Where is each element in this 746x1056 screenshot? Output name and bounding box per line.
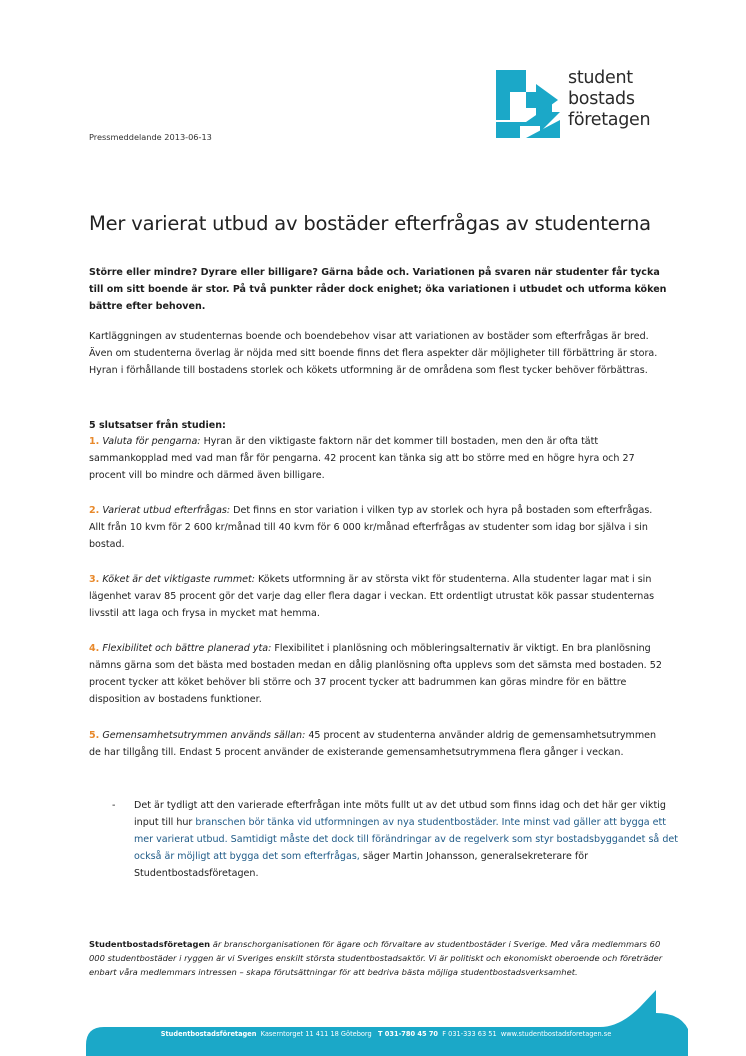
logo-line-1: student — [568, 68, 633, 88]
item-text: Flexibilitet i planlösning och möbleringsalternativ är viktigt. En bra planlösning nämns gärna som det bästa med bostaden medan en dålig planlösning ofta upplevs som det sämsta med bostaden. 52 procent tycker att köket behöver bli större och 37 procent tycker att badrummen kan göras mindre för en bättre disposition av bostadens funktioner. — [89, 643, 662, 705]
item-text: Hyran är den viktigaste faktorn när det kommer till bostaden, men den är ofta tätt sammankopplad med vad man får för pengarna. 42 procent kan tänka sig att bo större med en högre hyra och 27 procent vill bo mindre och därmed även billigare. — [89, 436, 635, 481]
quote-text — [134, 797, 682, 882]
about-organisation — [89, 937, 669, 979]
quote-part-1: Det är tydligt att den varierade efterfrågan inte möts fullt ut av det utbud som finns idag och det här ger viktig input till hur — [134, 800, 666, 828]
item-number: 4. — [89, 643, 100, 654]
footer-wave-shape — [0, 985, 746, 1056]
conclusions-heading: 5 slutsatser från studien: — [89, 420, 226, 431]
intro-paragraph: Kartläggningen av studenternas boende och boendebehov visar att variationen av bostäder som efterfrågas är bred. Även om studenterna överlag är nöjda med sitt boende finns det flera aspekter där möjligheter till förbättring är stora. Hyran i förhållande till bostadens storlek och kökets utformning är de områdena som flest tycker behöver förbättras. — [89, 331, 658, 376]
conclusion-item — [89, 502, 669, 553]
footer-fax: F 031-333 63 51 — [442, 1030, 497, 1038]
item-label: Valuta för pengarna: — [102, 436, 201, 447]
logo — [496, 68, 666, 140]
conclusion-item — [89, 640, 669, 708]
conclusion-item — [89, 727, 669, 761]
lead-paragraph: Större eller mindre? Dyrare eller billigare? Gärna både och. Variationen på svaren när studenter får tycka till om sitt boende är stor. På två punkter råder dock enighet; öka variationen i utbudet och utforma köken bättre efter behoven. — [89, 267, 667, 312]
item-label: Köket är det viktigaste rummet: — [102, 574, 255, 585]
footer-phone: T 031-780 45 70 — [378, 1030, 439, 1038]
quote-highlight: branschen bör tänka vid utformningen av nya studentbostäder. Inte minst vad gäller att bygga ett mer varierat utbud. Samtidigt måste det dock till förändringar av de regelverk som styr bostadsbyggandet så det också är möjligt att bygga det som efterfrågas, — [134, 817, 678, 862]
item-label: Varierat utbud efterfrågas: — [102, 505, 231, 516]
arrow-logo-icon — [496, 70, 562, 138]
quote-dash: - — [112, 800, 116, 811]
item-label: Flexibilitet och bättre planerad yta: — [102, 643, 272, 654]
conclusion-item — [89, 433, 669, 484]
press-date: Pressmeddelande 2013-06-13 — [89, 132, 212, 142]
item-number: 5. — [89, 730, 100, 741]
item-text: Det finns en stor variation i vilken typ av storlek och hyra på bostaden som efterfrågas. Allt från 10 kvm för 2 600 kr/månad till 40 kvm för 6 000 kr/månad efterfrågas av studenter som idag bor själva i sin bostad. — [89, 505, 653, 550]
footer-contact-bar — [86, 1027, 686, 1041]
about-text: är branschorganisationen för ägare och förvaltare av studentbostäder i Sverige. Med våra medlemmars 60 000 studentbostäder i ryggen är vi Sveriges enskilt största studentbostadsaktör. Vi är politiskt och ekonomiskt oberoende och företräder enbart våra medlemmars intressen – skapa förutsättningar för att bedriva bästa möjliga studentbostadsverksamhet. — [89, 939, 663, 977]
logo-wordmark — [568, 68, 650, 131]
conclusion-item — [89, 571, 669, 622]
item-number: 2. — [89, 505, 100, 516]
footer-website-link[interactable]: www.studentbostadsforetagen.se — [500, 1030, 612, 1038]
quote-attribution: säger Martin Johansson, generalsekreterare för Studentbostadsföretagen. — [134, 851, 589, 879]
item-number: 3. — [89, 574, 100, 585]
footer-address: Kaserntorget 11 411 18 Göteborg — [260, 1030, 372, 1038]
logo-line-3: företagen — [568, 110, 651, 130]
logo-line-2: bostads — [568, 89, 635, 109]
footer-name: Studentbostadsföretagen — [160, 1030, 257, 1038]
item-text: Kökets utformning är av största vikt för studenterna. Alla studenter lagar mat i sin lägenhet varav 85 procent gör det varje dag eller flera dagar i veckan. Ett ordentligt utrustat kök passar studenternas livsstil att laga och frysa in mycket mat hemma. — [89, 574, 655, 619]
item-number: 1. — [89, 436, 100, 447]
item-text: 45 procent av studenterna använder aldrig de gemensamhetsutrymmen de har tillgång till. Endast 5 procent använder de existerande gemensamhetsutrymmena flera gånger i veckan. — [89, 730, 657, 758]
page-title: Mer varierat utbud av bostäder efterfrågas av studenterna — [89, 212, 651, 235]
about-name: Studentbostadsföretagen — [89, 939, 211, 949]
item-label: Gemensamhetsutrymmen används sällan: — [102, 730, 306, 741]
